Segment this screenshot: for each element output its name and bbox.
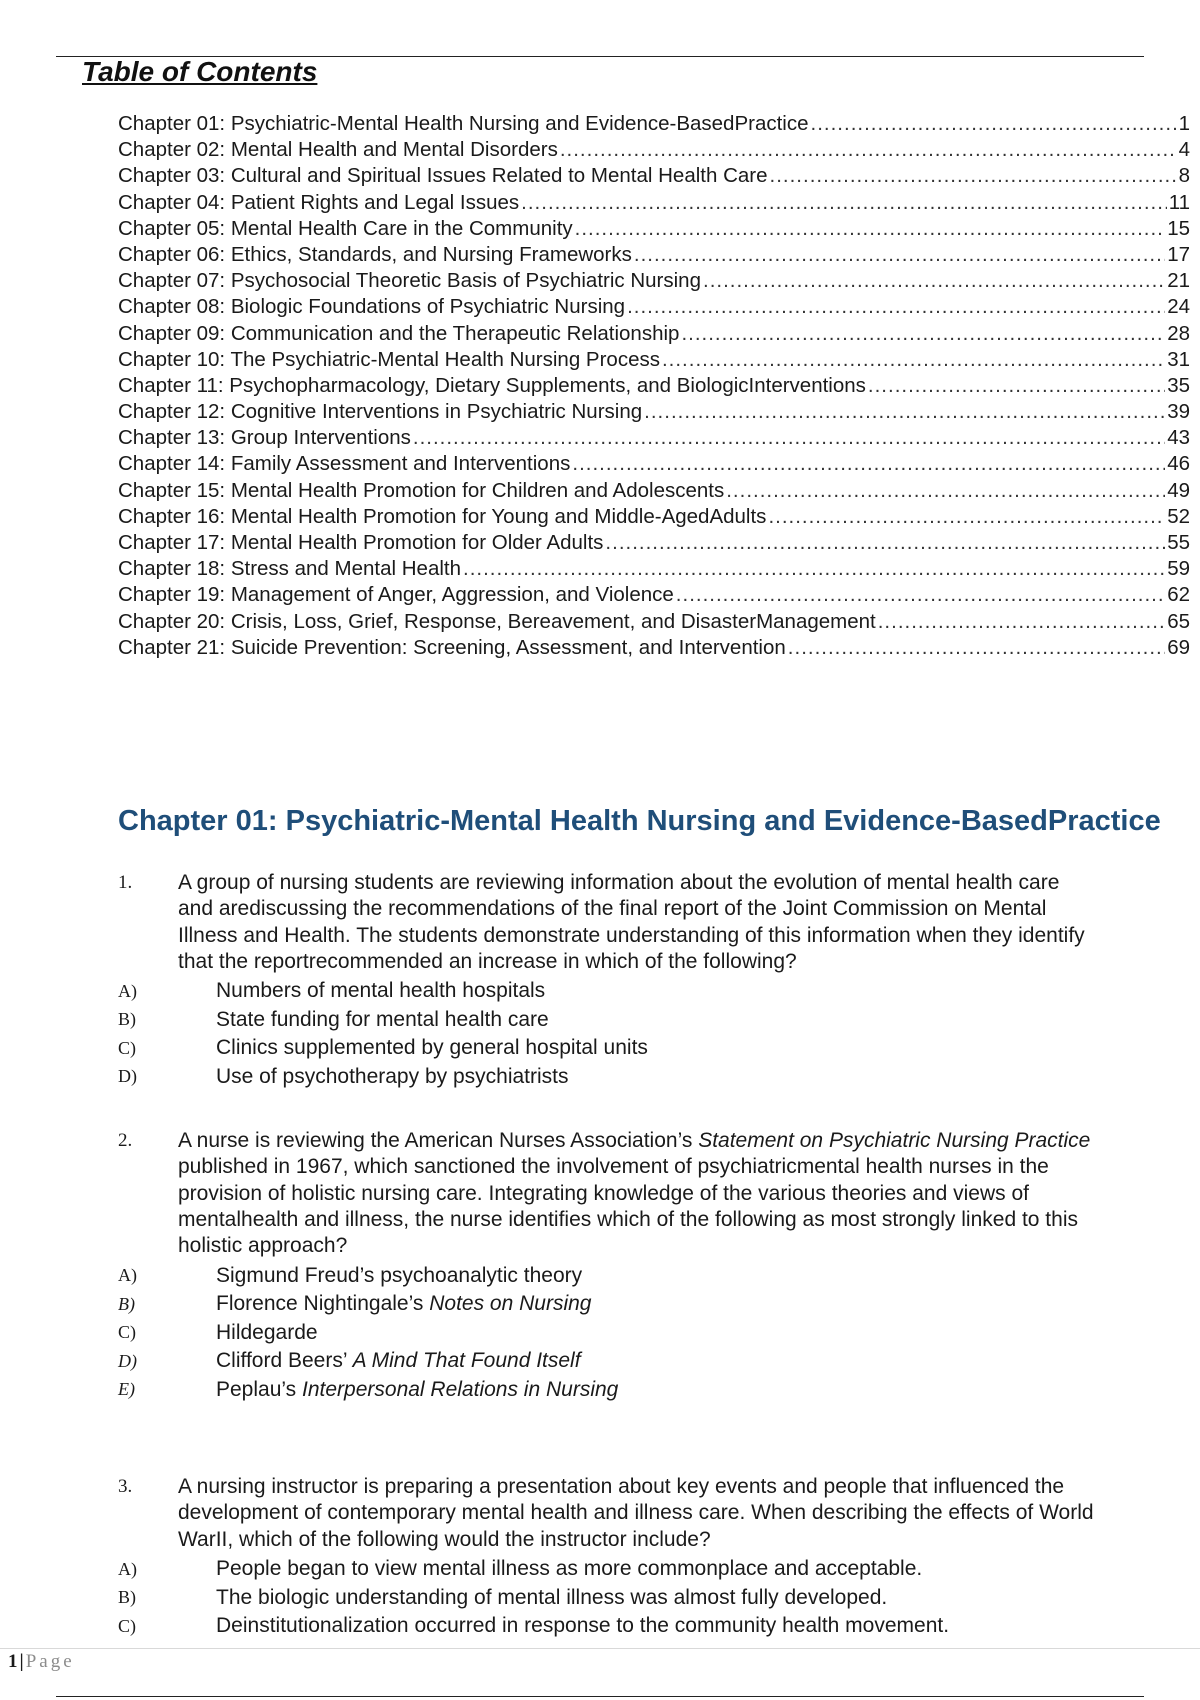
answer-options — [118, 1261, 1118, 1404]
toc-entry-page: 46 — [1167, 452, 1190, 476]
option-text-part: Sigmund Freud’s psychoanalytic theory — [216, 1263, 583, 1287]
option-letter: C) — [118, 1615, 136, 1636]
answer-option[interactable] — [118, 1347, 1118, 1376]
toc-entry[interactable] — [118, 636, 1190, 662]
toc-entry[interactable] — [118, 112, 1190, 138]
toc-entry-title: Chapter 13: Group Interventions — [118, 426, 411, 450]
toc-dot-leader — [768, 505, 1165, 529]
question-text-part: A nurse is reviewing the American Nurses Association’s — [178, 1129, 699, 1152]
question-text-part: A group of nursing students are reviewing information about the evolution of mental health care and arediscussing the recommendations of the final report of the Joint Commission on Mental Illness and Health. The students demonstrate understanding of this information when they identify that the reportrecommended an increase in which of the following? — [178, 871, 1085, 973]
toc-entry-title: Chapter 11: Psychopharmacology, Dietary Supplements, and BiologicInterventions — [118, 373, 866, 397]
toc-entry[interactable] — [118, 191, 1190, 217]
toc-dot-leader — [878, 610, 1165, 634]
question-item — [118, 870, 1118, 1091]
answer-option[interactable] — [118, 1261, 1118, 1290]
toc-dot-leader — [868, 374, 1165, 398]
question-number: 1. — [118, 872, 133, 893]
option-text-part: State funding for mental health care — [216, 1007, 549, 1031]
option-letter: E) — [118, 1379, 135, 1400]
option-text-part: Peplau’s — [216, 1377, 303, 1401]
option-letter: A) — [118, 1558, 137, 1579]
answer-option[interactable] — [118, 1063, 1118, 1092]
toc-entry[interactable] — [118, 426, 1190, 452]
option-text — [216, 1557, 922, 1581]
toc-entry-title: Chapter 14: Family Assessment and Interventions — [118, 452, 571, 476]
toc-entry[interactable] — [118, 217, 1190, 243]
answer-option[interactable] — [118, 1583, 1118, 1612]
option-text — [216, 1321, 318, 1345]
toc-entry-page: 24 — [1167, 295, 1190, 319]
answer-option[interactable] — [118, 1318, 1118, 1347]
page-footer — [8, 1651, 75, 1673]
toc-entry-page: 1 — [1178, 112, 1190, 135]
toc-dot-leader — [644, 400, 1165, 424]
option-text-part: Florence Nightingale’s — [216, 1292, 430, 1316]
option-letter: B) — [118, 1009, 136, 1030]
toc-entry[interactable] — [118, 138, 1190, 164]
toc-entry-page: 62 — [1167, 583, 1190, 607]
toc-entry-title: Chapter 10: The Psychiatric-Mental Health Nursing Process — [118, 347, 660, 371]
toc-entry-title: Chapter 03: Cultural and Spiritual Issues Related to Mental Health Care — [118, 164, 768, 188]
toc-entry-title: Chapter 09: Communication and the Therapeutic Relationship — [118, 321, 680, 345]
question-item — [118, 1474, 1118, 1640]
toc-entry-title: Chapter 07: Psychosocial Theoretic Basis of Psychiatric Nursing — [118, 269, 701, 293]
toc-entry-title: Chapter 18: Stress and Mental Health — [118, 557, 461, 581]
option-text — [216, 1036, 648, 1060]
toc-dot-leader — [572, 452, 1165, 476]
option-text — [216, 1292, 591, 1316]
footer-separator: | — [19, 1651, 24, 1672]
toc-entry[interactable] — [118, 269, 1190, 295]
option-text-part: Deinstitutionalization occurred in response to the community health movement. — [216, 1614, 950, 1638]
toc-entry[interactable] — [118, 295, 1190, 321]
toc-entry-page: 8 — [1178, 164, 1190, 188]
option-letter: B) — [118, 1293, 135, 1314]
table-of-contents — [118, 112, 1190, 662]
option-text — [216, 1065, 569, 1089]
toc-entry-page: 4 — [1178, 138, 1190, 162]
toc-entry[interactable] — [118, 531, 1190, 557]
toc-entry-page: 39 — [1167, 400, 1190, 424]
toc-dot-leader — [788, 636, 1165, 660]
toc-entry-title: Chapter 20: Crisis, Loss, Grief, Response, Bereavement, and DisasterManagement — [118, 609, 876, 633]
option-text — [216, 1008, 549, 1032]
toc-entry-title: Chapter 02: Mental Health and Mental Disorders — [118, 138, 558, 162]
toc-entry-title: Chapter 06: Ethics, Standards, and Nursing Frameworks — [118, 242, 632, 266]
option-letter: B) — [118, 1587, 136, 1608]
toc-entry-page: 28 — [1167, 321, 1190, 345]
option-text-part: Numbers of mental health hospitals — [216, 979, 546, 1003]
toc-entry-title: Chapter 08: Biologic Foundations of Psychiatric Nursing — [118, 295, 626, 319]
footer-page-number: 1 — [8, 1651, 18, 1672]
option-letter: C) — [118, 1322, 136, 1343]
option-text — [216, 979, 545, 1003]
toc-entry-page: 11 — [1168, 190, 1190, 214]
option-letter: A) — [118, 1265, 137, 1286]
option-text-part: People began to view mental illness as more commonplace and acceptable. — [216, 1557, 923, 1581]
toc-dot-leader — [413, 426, 1165, 450]
toc-entry-page: 55 — [1167, 531, 1190, 554]
toc-entry[interactable] — [118, 164, 1190, 190]
question-text — [178, 1474, 1098, 1553]
answer-option[interactable] — [118, 1612, 1118, 1641]
toc-dot-leader — [521, 191, 1167, 215]
answer-options — [118, 977, 1118, 1091]
bottom-rule — [56, 1696, 1144, 1697]
toc-entry[interactable] — [118, 348, 1190, 374]
toc-dot-leader — [676, 583, 1165, 607]
option-text-part: Interpersonal Relations in Nursing — [302, 1377, 619, 1401]
toc-dot-leader — [681, 322, 1165, 346]
answer-option[interactable] — [118, 1290, 1118, 1319]
toc-entry[interactable] — [118, 374, 1190, 400]
toc-entry-title: Chapter 15: Mental Health Promotion for Children and Adolescents — [118, 478, 725, 502]
question-text-part: published in 1967, which sanctioned the involvement of psychiatricmental health nurses in the provision of holistic nursing care. Integrating knowledge of the various theories and views of mentalhealth and illness, the nurse identifies which of the following as most strongly linked to this holistic approach? — [178, 1155, 1078, 1258]
toc-entry-page: 49 — [1167, 478, 1190, 502]
option-text-part: Clinics supplemented by general hospital units — [216, 1036, 648, 1060]
option-letter: A) — [118, 980, 137, 1001]
toc-entry[interactable] — [118, 505, 1190, 531]
toc-entry-title: Chapter 16: Mental Health Promotion for Young and Middle-AgedAdults — [118, 504, 767, 528]
answer-option[interactable] — [118, 1375, 1118, 1404]
toc-entry-page: 35 — [1167, 373, 1190, 397]
toc-dot-leader — [770, 164, 1177, 188]
toc-dot-leader — [575, 217, 1166, 241]
option-text-part: Notes on Nursing — [429, 1292, 592, 1316]
toc-entry[interactable] — [118, 583, 1190, 609]
toc-entry-title: Chapter 17: Mental Health Promotion for Older Adults — [118, 531, 604, 554]
footer-divider — [0, 1648, 1200, 1649]
option-text-part: Hildegarde — [216, 1320, 318, 1344]
option-letter: D) — [118, 1066, 137, 1087]
toc-entry-page: 69 — [1167, 635, 1190, 659]
toc-dot-leader — [662, 348, 1165, 372]
toc-entry-title: Chapter 04: Patient Rights and Legal Issues — [118, 190, 520, 214]
toc-dot-leader — [560, 138, 1177, 162]
answer-options — [118, 1555, 1118, 1641]
toc-dot-leader — [463, 557, 1165, 581]
toc-dot-leader — [703, 269, 1165, 293]
option-text-part: A Mind That Found Itself — [352, 1349, 581, 1373]
toc-entry-page: 17 — [1167, 242, 1190, 266]
toc-entry-page: 21 — [1167, 269, 1190, 293]
option-text-part: The biologic understanding of mental illness was almost fully developed. — [216, 1585, 888, 1609]
question-text-part: A nursing instructor is preparing a presentation about key events and people that influenced the development of contemporary mental health and illness care. When describing the effects of World WarII, which of the following would the instructor include? — [178, 1475, 1094, 1551]
question-number: 3. — [118, 1476, 133, 1497]
option-text — [216, 1264, 582, 1288]
toc-entry-page: 52 — [1167, 504, 1190, 528]
toc-entry-title: Chapter 19: Management of Anger, Aggression, and Violence — [118, 583, 674, 607]
toc-entry-page: 43 — [1167, 426, 1190, 450]
toc-entry-title: Chapter 05: Mental Health Care in the Community — [118, 216, 573, 240]
toc-entry[interactable] — [118, 610, 1190, 636]
toc-entry[interactable] — [118, 557, 1190, 583]
option-letter: C) — [118, 1037, 136, 1058]
toc-entry[interactable] — [118, 452, 1190, 478]
toc-entry[interactable] — [118, 400, 1190, 426]
toc-dot-leader — [811, 112, 1177, 136]
toc-dot-leader — [605, 531, 1165, 555]
question-text — [178, 1128, 1098, 1259]
answer-option[interactable] — [118, 1034, 1118, 1063]
option-text — [216, 1378, 618, 1402]
question-item — [118, 1128, 1118, 1404]
question-text-part: Statement on Psychiatric Nursing Practice — [698, 1129, 1091, 1152]
toc-entry-page: 31 — [1167, 347, 1190, 371]
answer-option[interactable] — [118, 1555, 1118, 1584]
toc-entry-page: 15 — [1167, 216, 1190, 240]
toc-entry-title: Chapter 01: Psychiatric-Mental Health Nursing and Evidence-BasedPractice — [118, 112, 809, 135]
toc-entry[interactable] — [118, 243, 1190, 269]
answer-option[interactable] — [118, 1006, 1118, 1035]
question-number: 2. — [118, 1130, 133, 1151]
toc-entry-title: Chapter 12: Cognitive Interventions in Psychiatric Nursing — [118, 400, 643, 424]
toc-entry-page: 65 — [1167, 609, 1190, 633]
toc-heading: Table of Contents — [82, 56, 318, 87]
answer-option[interactable] — [118, 977, 1118, 1006]
question-text — [178, 870, 1098, 975]
option-text — [216, 1349, 581, 1373]
chapter-heading: Chapter 01: Psychiatric-Mental Health Nursing and Evidence-BasedPractice — [118, 805, 1161, 837]
option-text-part: Use of psychotherapy by psychiatrists — [216, 1064, 569, 1088]
option-text — [216, 1586, 887, 1610]
option-text — [216, 1614, 949, 1638]
toc-dot-leader — [634, 243, 1165, 267]
footer-page-label: Page — [25, 1651, 75, 1672]
toc-dot-leader — [726, 479, 1165, 503]
option-text-part: Clifford Beers’ — [216, 1349, 353, 1373]
toc-entry-page: 59 — [1167, 557, 1190, 581]
toc-entry[interactable] — [118, 322, 1190, 348]
toc-entry-title: Chapter 21: Suicide Prevention: Screening, Assessment, and Intervention — [118, 635, 786, 659]
toc-dot-leader — [627, 295, 1165, 319]
option-letter: D) — [118, 1350, 137, 1371]
toc-entry[interactable] — [118, 479, 1190, 505]
